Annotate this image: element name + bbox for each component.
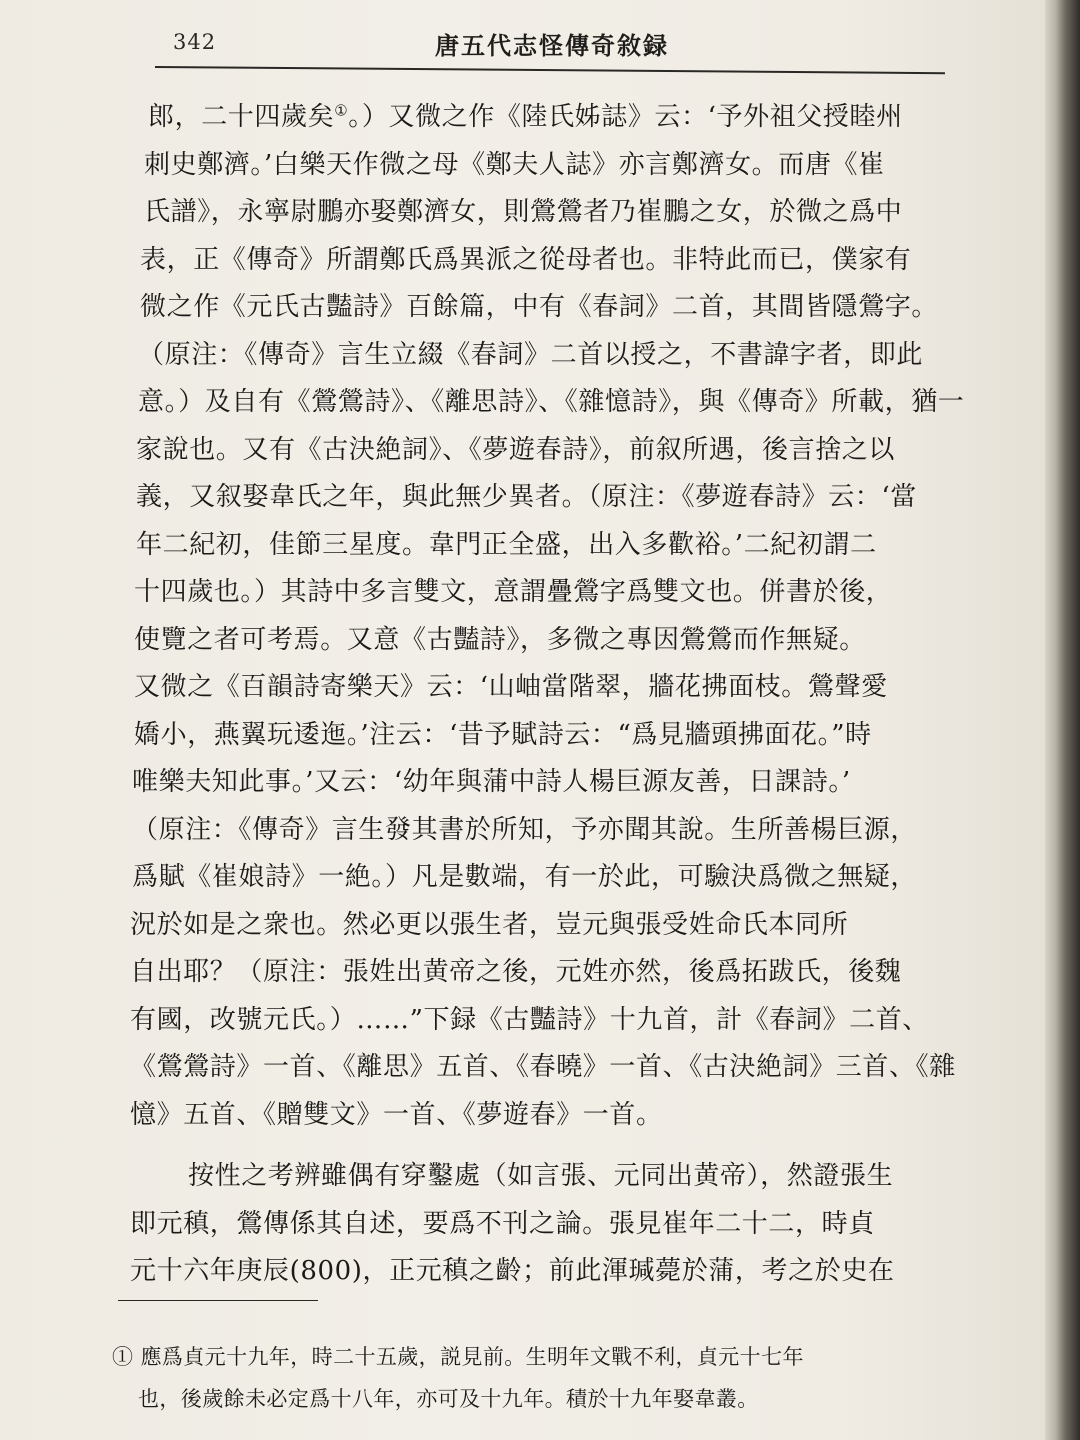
text-line: 刺史鄭濟。’白樂天作微之母《鄭夫人誌》亦言鄭濟女。而唐《崔 <box>144 149 885 180</box>
text-line: 嬌小，燕翼玩逶迤。’注云：‘昔予賦詩云：“爲見牆頭拂面花。”時 <box>134 719 872 750</box>
text-line: 家說也。又有《古決絶詞》、《夢遊春詩》，前叙所遇，後言捨之以 <box>136 434 896 465</box>
text-line: 況於如是之衆也。然必更以張生者，豈元與張受姓命氏本同所 <box>130 909 849 940</box>
text-line: 微之作《元氏古豔詩》百餘篇，中有《春詞》二首，其間皆隱鶯字。 <box>140 292 939 322</box>
main-text <box>130 94 965 1296</box>
page-number: 342 <box>173 30 217 54</box>
text-line: 氏譜》，永寧尉鵬亦娶鄭濟女，則鶯鶯者乃崔鵬之女，於微之爲中 <box>144 197 903 227</box>
page-header <box>155 22 945 62</box>
text-line: 按性之考辨雖偶有穿鑿處（如言張、元同出黄帝），然證張生 <box>188 1161 894 1191</box>
text-line: 憶》五首、《贈雙文》一首、《夢遊春》一首。 <box>130 1099 663 1130</box>
footnote-rule <box>118 1300 318 1301</box>
text-line: 元十六年庚辰(800)，正元稹之齡；前此渾瑊薨於蒲，考之於史在 <box>130 1256 895 1286</box>
footnote-line: 也，後歲餘未必定爲十八年，亦可及十九年。積於十九年娶韋叢。 <box>138 1387 759 1411</box>
paragraph-1 <box>130 94 965 1139</box>
text-line: 唯樂夫知此事。’又云：‘幼年與蒲中詩人楊巨源友善，日課詩。’ <box>132 767 851 797</box>
text-line: 即元稹，鶯傳係其自述，要爲不刊之論。張見崔年二十二，時貞 <box>130 1208 875 1239</box>
text-line: 又微之《百韻詩寄樂天》云：‘山岫當階翠，牆花拂面枝。鶯聲愛 <box>134 672 888 702</box>
text-line: 有國，改號元氏。）……”下録《古豔詩》十九首，計《春詞》二首、 <box>130 1004 929 1035</box>
header-rule <box>155 66 945 74</box>
text-line: 年二紀初，佳節三星度。韋門正全盛，出入多歡裕。’二紀初謂二 <box>136 529 877 560</box>
footnotes <box>112 1336 942 1420</box>
text-line: 使覽之者可考焉。又意《古豔詩》，多微之專因鶯鶯而作無疑。 <box>134 624 866 655</box>
text-line: 義，又叙娶韋氏之年，與此無少異者。（原注：《夢遊春詩》云：‘當 <box>136 482 917 512</box>
text-line: 自出耶？（原注：張姓出黄帝之後，元姓亦然，後爲拓跋氏，後魏 <box>130 957 902 987</box>
text-line: （原注：《傳奇》言生立綴《春詞》二首以授之，不書諱字者，即此 <box>138 339 924 370</box>
book-edge <box>1045 0 1080 1440</box>
footnote-marker: ① <box>334 101 349 120</box>
paragraph-2 <box>130 1153 945 1296</box>
running-title: 唐五代志怪傳奇敘録 <box>435 31 669 60</box>
text-line: （原注：《傳奇》言生發其書於所知，予亦聞其說。生所善楊巨源， <box>132 814 918 845</box>
text-line: 表，正《傳奇》所謂鄭氏爲異派之從母者也。非特此而已，僕家有 <box>140 244 912 275</box>
text-line: 爲賦《崔娘詩》一絶。）凡是數端，有一於此，可驗決爲微之無疑， <box>132 862 918 892</box>
text-line: 十四歲也。）其詩中多言雙文，意謂疊鶯字爲雙文也。併書於後， <box>134 577 893 607</box>
text-line: 意。）及自有《鶯鶯詩》、《離思詩》、《雜憶詩》，與《傳奇》所載，猶一 <box>138 387 965 417</box>
footnote-line: ① 應爲貞元十九年，時二十五歲，説見前。生明年文戰不利，貞元十七年 <box>112 1345 804 1369</box>
text-line: 郎，二十四歲矣①。）又微之作《陸氏姊誌》云：‘予外祖父授睦州 <box>148 101 903 132</box>
text-line: 《鶯鶯詩》一首、《離思》五首、《春曉》一首、《古決絶詞》三首、《雜 <box>130 1052 956 1082</box>
